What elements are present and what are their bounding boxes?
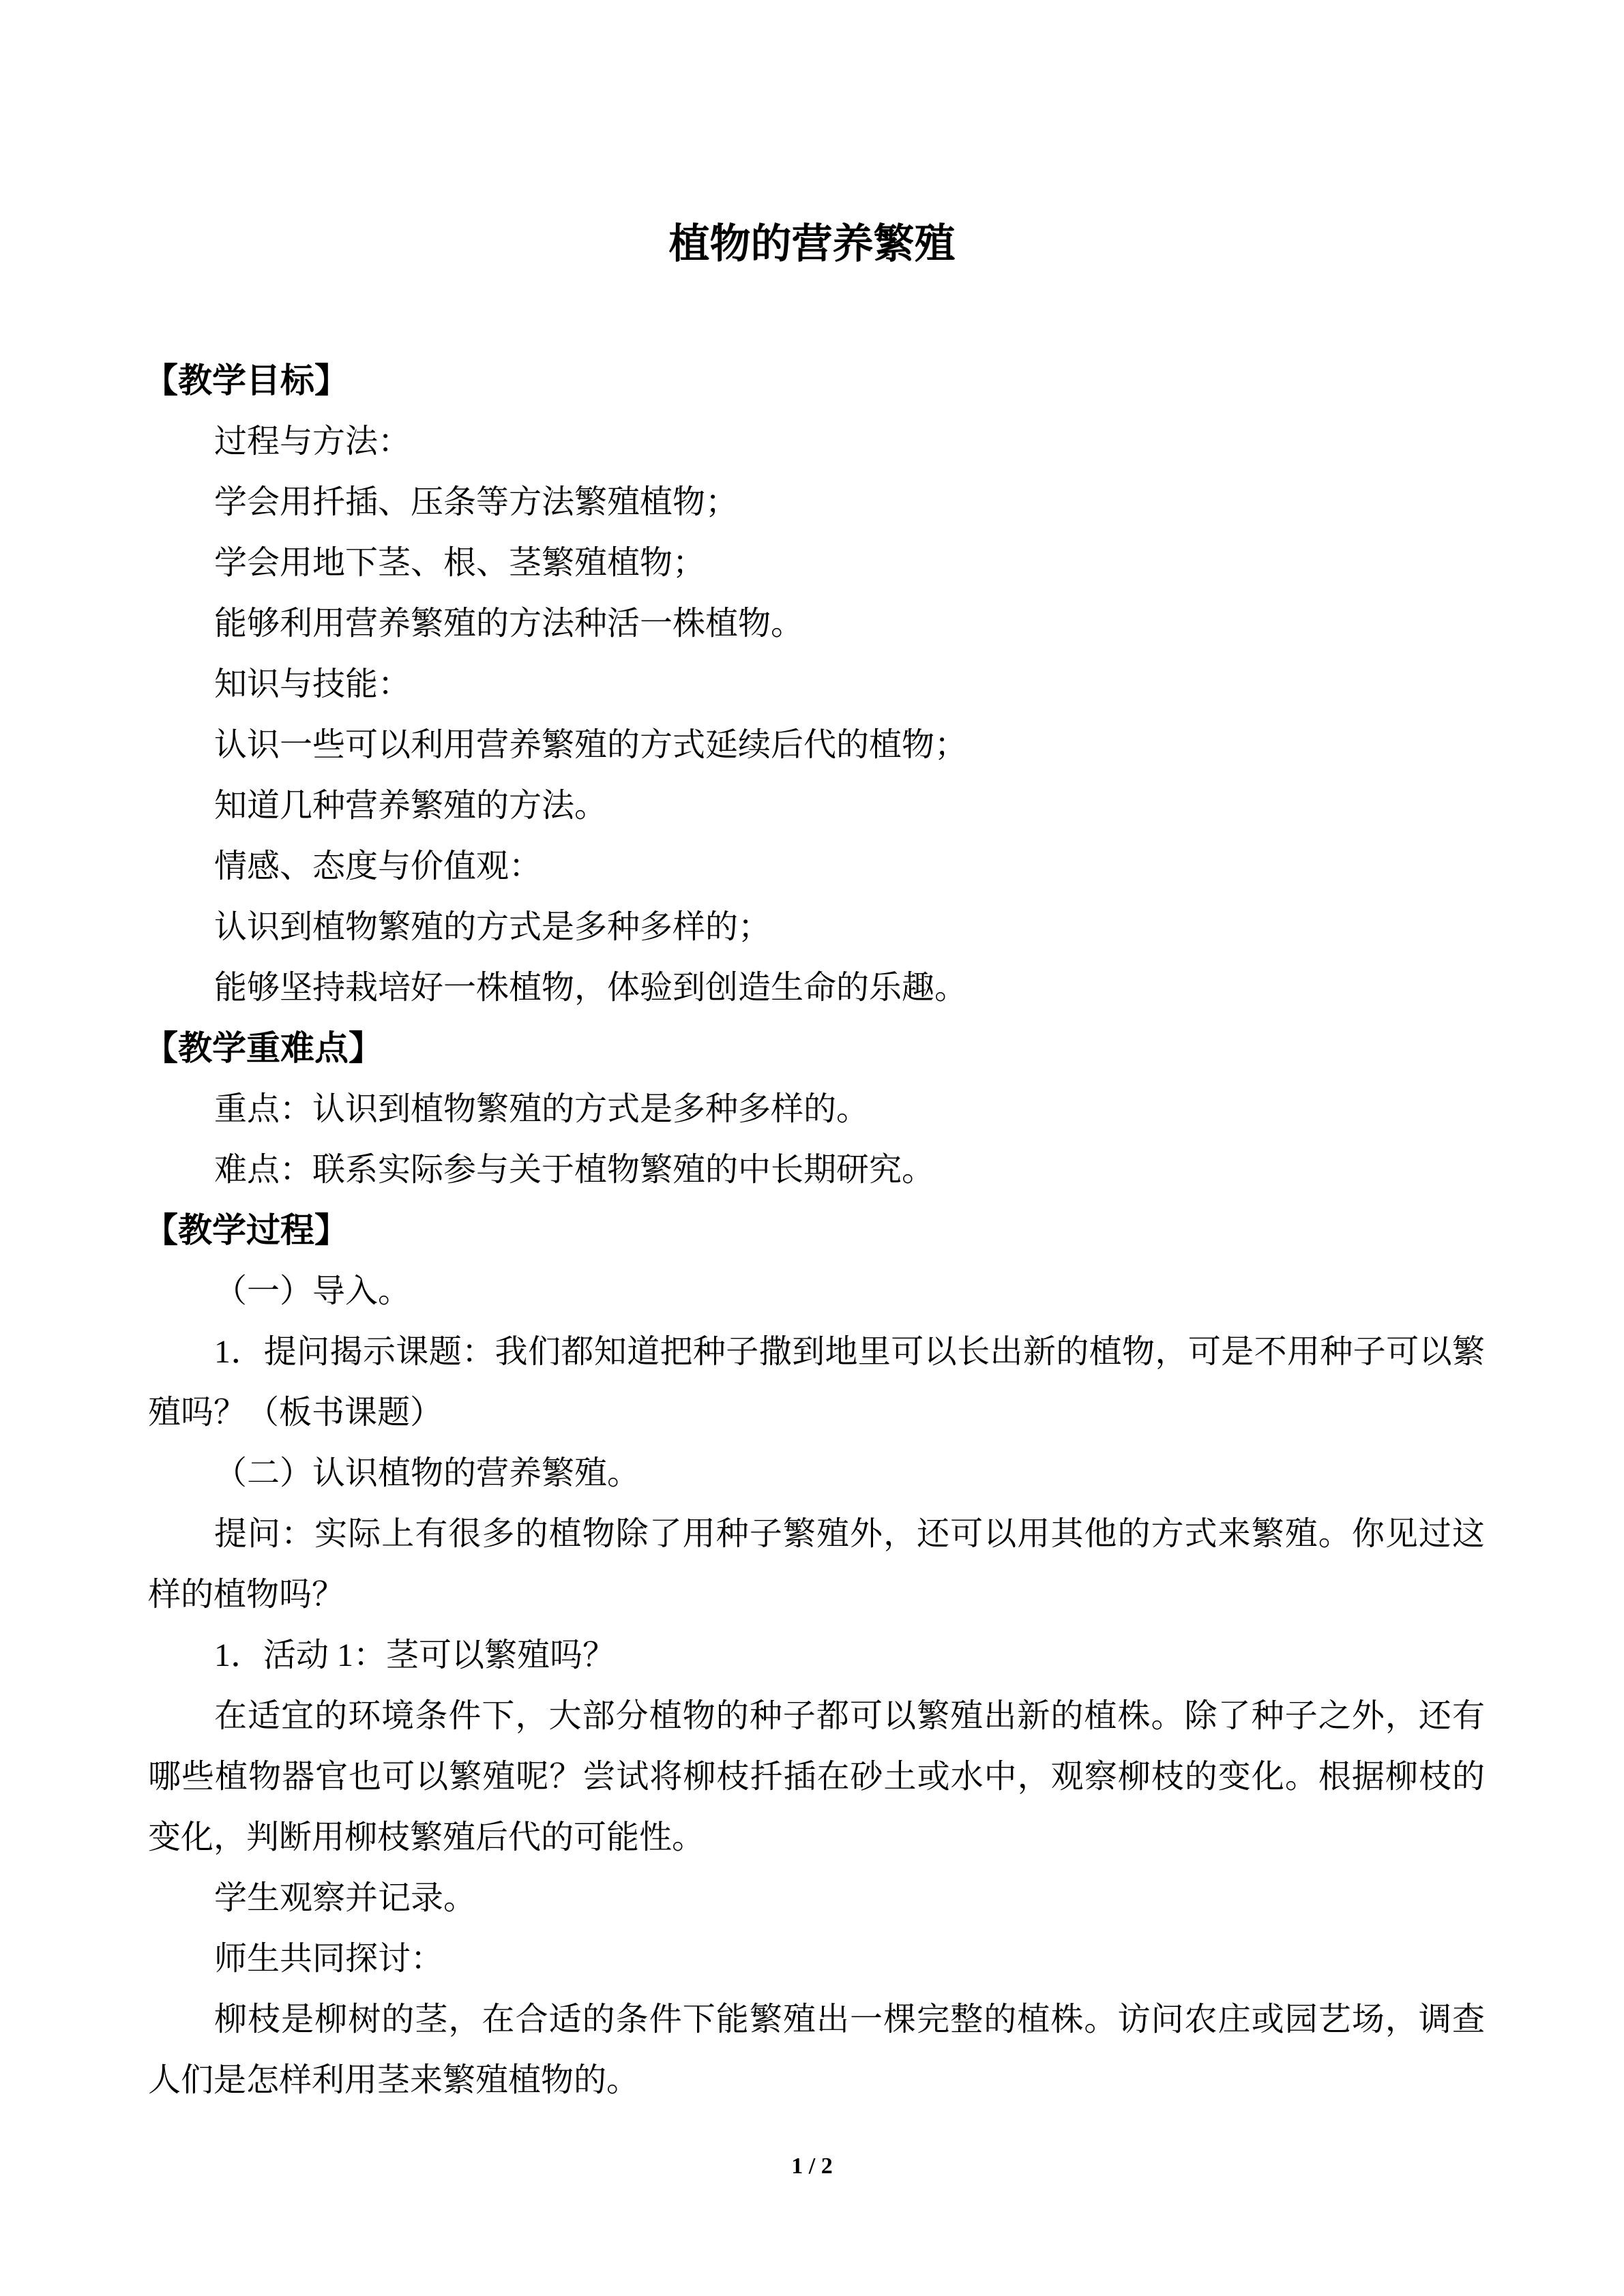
section-heading-objectives: 【教学目标】	[144, 361, 349, 400]
page-title: 植物的营养繁殖	[668, 220, 956, 268]
paragraph: 知道几种营养繁殖的方法。	[214, 788, 608, 824]
page-number: 1 / 2	[791, 2153, 833, 2179]
paragraph: 师生共同探讨：	[214, 1941, 444, 1977]
paragraph: 学会用扦插、压条等方法繁殖植物；	[214, 484, 739, 520]
paragraph: 提问：实际上有很多的植物除了用种子繁殖外，还可以用其他的方式来繁殖。你见过这	[214, 1516, 1485, 1552]
paragraph: 认识到植物繁殖的方式是多种多样的；	[214, 909, 771, 945]
paragraph: 学会用地下茎、根、茎繁殖植物；	[214, 545, 706, 581]
paragraph: 认识一些可以利用营养繁殖的方式延续后代的植物；	[214, 727, 968, 763]
paragraph-continuation: 哪些植物器官也可以繁殖呢？尝试将柳枝扦插在砂土或水中，观察柳枝的变化。根据柳枝的	[148, 1759, 1485, 1795]
paragraph-continuation: 变化，判断用柳枝繁殖后代的可能性。	[148, 1819, 705, 1855]
paragraph: 柳枝是柳树的茎，在合适的条件下能繁殖出一棵完整的植株。访问农庄或园艺场，调查	[214, 2001, 1485, 2038]
paragraph: 过程与方法：	[214, 423, 411, 460]
paragraph-continuation: 样的植物吗？	[148, 1577, 345, 1613]
paragraph: 情感、态度与价值观：	[214, 848, 542, 884]
paragraph-continuation: 人们是怎样利用茎来繁殖植物的。	[148, 2062, 640, 2098]
paragraph: 1．活动 1：茎可以繁殖吗？	[214, 1637, 616, 1673]
section-heading-process: 【教学过程】	[144, 1210, 349, 1250]
paragraph: 重点：认识到植物繁殖的方式是多种多样的。	[214, 1091, 870, 1127]
section-heading-key-points: 【教学重难点】	[144, 1028, 383, 1068]
paragraph-continuation: 殖吗？（板书课题）	[148, 1395, 443, 1431]
paragraph: 能够利用营养繁殖的方法种活一株植物。	[214, 606, 804, 642]
paragraph: （一）导入。	[214, 1273, 411, 1309]
paragraph: 学生观察并记录。	[214, 1880, 477, 1916]
document-body	[144, 351, 1485, 2111]
paragraph: （二）认识植物的营养繁殖。	[214, 1455, 640, 1491]
paragraph: 1．提问揭示课题：我们都知道把种子撒到地里可以长出新的植物，可是不用种子可以繁	[214, 1334, 1485, 1370]
paragraph: 在适宜的环境条件下，大部分植物的种子都可以繁殖出新的植株。除了种子之外，还有	[214, 1698, 1485, 1734]
paragraph: 难点：联系实际参与关于植物繁殖的中长期研究。	[214, 1152, 935, 1188]
paragraph: 知识与技能：	[214, 666, 411, 702]
paragraph: 能够坚持栽培好一株植物，体验到创造生命的乐趣。	[214, 970, 968, 1006]
